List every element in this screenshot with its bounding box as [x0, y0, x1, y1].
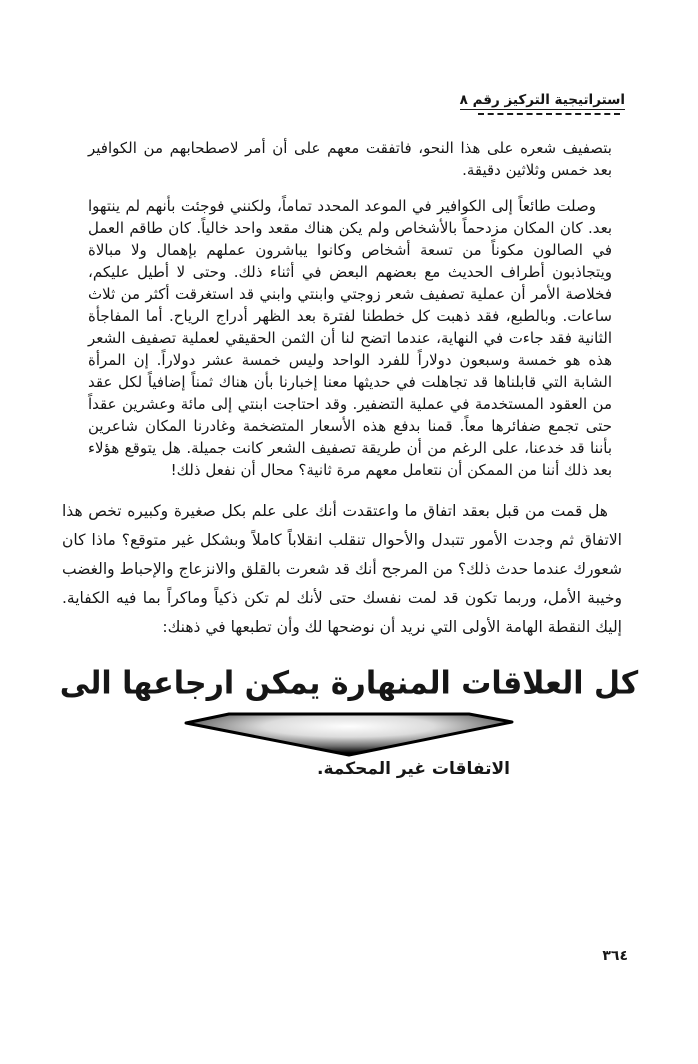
down-arrow-icon: [184, 711, 514, 757]
paragraph-continuation: بتصفيف شعره على هذا النحو، فاتفقت معهم على أن أمر لاصطحابهم من الكوافير بعد خمس وثلاثين دقيقة.: [88, 139, 612, 179]
page-number: ٣٦٤: [602, 948, 628, 964]
paragraph-question: هل قمت من قبل بعقد اتفاق ما واعتقدت أنك على علم بكل صغيرة وكبيره تخص هذا الاتفاق ثم وجدت الأمور تتبدل والأحوال تنقلب انقلاباً كاملاً وبشكل غير متوقع؟ ماذا كان شعورك عندما حدث ذلك؟ من المرجح أنك قد شعرت بالقلق والانزعاج والإحباط والغضب وخيبة الأمل، وربما تكون قد لمت نفسك حتى لأنك لم تكن ذكياً وماكراً بما فيه الكفاية. إليك النقطة الهامة الأولى التي نريد أن نوضحها لك وأن تطبعها في ذهنك:: [62, 502, 622, 636]
header-underline: [478, 113, 620, 115]
running-header: استراتيجية التركيز رقم ٨: [459, 92, 625, 108]
paragraph-story: وصلت طائعاً إلى الكوافير في الموعد المحدد تماماً، ولكنني فوجئت بأنهم لم ينتهوا بعد. كان المكان مزدحماً بالأشخاص ولم يكن هناك مقعد واحد خالياً. كان طاقم العمل في الصالون مكوناً من تسعة أشخاص وكانوا يباشرون عملهم بإهمال ولا مبالاة ويتجاذبون أطراف الحديث مع بعضهم البعض في أثناء ذلك. وحتى لا أطيل عليكم، فخلاصة الأمر أن عملية تصفيف شعر زوجتي وابنتي وابني قد استغرقت أكثر من ثلاث ساعات. وبالطبع، فقد ذهبت كل خططنا لفترة بعد الظهر أدراج الرياح. أما المفاجأة الثانية فقد جاءت في النهاية، عندما اتضح لنا أن الثمن الحقيقي لعملية تصفيف الشعر هذه هو خمسة وسبعون دولاراً للفرد الواحد وليس خمسة عشر دولاراً. إن المرأة الشابة التي قابلناها قد تجاهلت في حديثها معنا إخبارنا بأن هناك ثمناً إضافياً لكل عقد من العقود المستخدمة في عملية التضفير. وقد احتاجت ابنتي إلى مائة وعشرين عقداً حتى تجمع ضفائرها معاً. قمنا بدفع هذه الأسعار المتضخمة وغادرنا المكان شاعرين بأننا قد خدعنا، على الرغم من أن طريقة تصفيف الشعر كانت جميلة. هل يتوقع هؤلاء بعد ذلك أننا من الممكن أن نتعامل معهم مرة ثانية؟ محال أن نفعل ذلك!: [88, 197, 612, 479]
callout-heading: كل العلاقات المنهارة يمكن ارجاعها الى: [59, 665, 639, 702]
callout-label: الاتفاقات غير المحكمة.: [317, 759, 510, 779]
callout-block: [0, 666, 698, 779]
